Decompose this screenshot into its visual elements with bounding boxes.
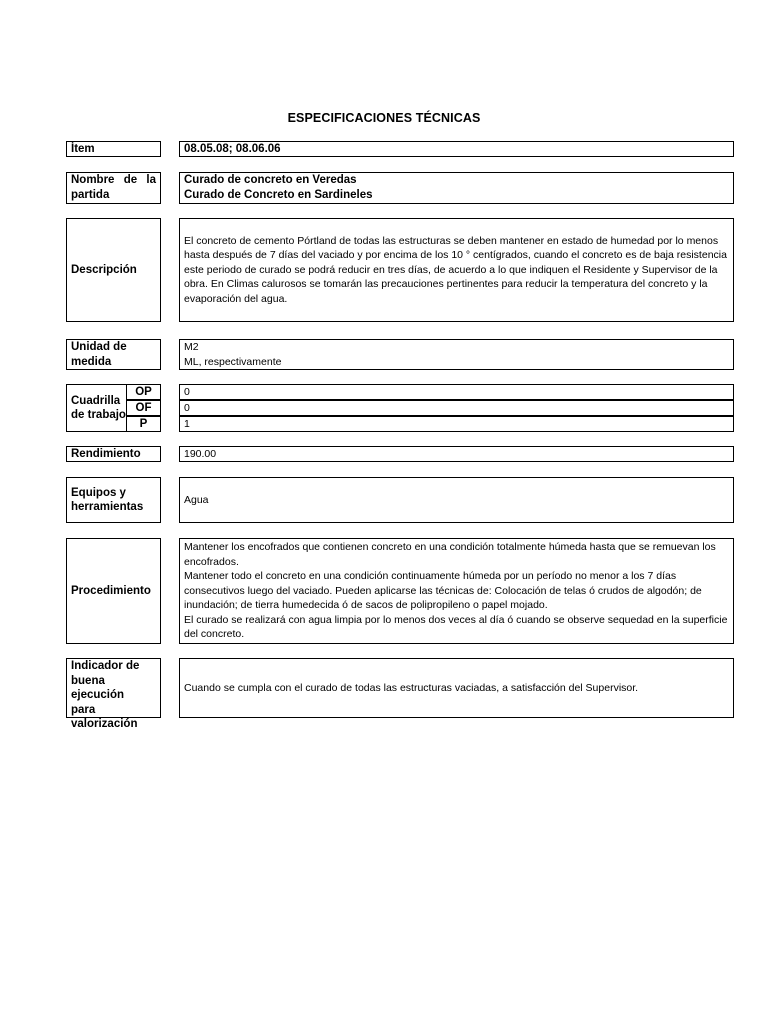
procedimiento-paragraph-3: El curado se realizará con agua limpia por lo menos dos veces al día ó cuando se observe sequedad en la superficie del concreto. — [184, 613, 728, 641]
indicador-label-line2: buena ejecución — [71, 674, 125, 701]
procedimiento-paragraph-2: Mantener todo el concreto en una condición continuamente húmeda por un período no menor a los 7 días consecutivos luego del vaciado. Pueden aplicarse las técnicas de: Colocación de telas ó crudos de algodón; de inundación; de tierra humedecida ó de sacos de polipropileno o papel mojado. — [184, 570, 702, 612]
crew-value-p: 1 — [179, 416, 734, 432]
equipos-label-line2: herramientas — [71, 501, 144, 513]
procedimiento-paragraph-1: Mantener los encofrados que contienen concreto en una condición totalmente húmeda hasta que se remuevan los encofrados. — [184, 541, 716, 568]
descripcion-text: El concreto de cemento Pórtland de todas las estructuras se deben mantener en estado de humedad por lo menos hasta después de 7 días del vaciado y por encima de los 10 ° centígrados, cuando el concreto es de baja resistencia este periodo de curado se podrá reducir en tres días, de acuerdo a lo que indiquen el Residente y Supervisor de la obra. En Climas calurosos se tomarán las precauciones pertinentes para reducir la temperatura del concreto y la evaporación del agua. — [184, 234, 727, 305]
indicador-label-line1: Indicador de — [71, 660, 140, 672]
rendimiento-label: Rendimiento — [66, 446, 161, 462]
unidad-value-line1: M2 — [184, 341, 199, 353]
nombre-label — [66, 172, 161, 204]
descripcion-value — [179, 218, 734, 322]
indicador-label-line4: valorización — [71, 718, 138, 730]
crew-value-of: 0 — [179, 400, 734, 416]
crew-code-of: OF — [126, 400, 161, 416]
cuadrilla-label-line1: Cuadrilla — [71, 394, 121, 407]
nombre-value — [179, 172, 734, 204]
cuadrilla-label-line2: de trabajo — [71, 409, 126, 421]
unidad-value — [179, 339, 734, 370]
procedimiento-value — [179, 538, 734, 644]
item-value: 08.05.08; 08.06.06 — [179, 141, 734, 157]
nombre-value-line1: Curado de concreto en Veredas — [184, 174, 357, 186]
nombre-value-line2: Curado de Concreto en Sardineles — [184, 188, 373, 201]
cuadrilla-label — [66, 384, 126, 432]
indicador-label — [66, 658, 161, 730]
unidad-value-line2: ML, respectivamente — [184, 355, 282, 368]
crew-value-op: 0 — [179, 384, 734, 400]
crew-code-op: OP — [126, 384, 161, 400]
descripcion-label: Descripción — [66, 218, 161, 322]
indicador-label-line3: para — [71, 703, 96, 716]
unidad-label-line1: Unidad de — [71, 341, 127, 353]
equipos-value: Agua — [179, 477, 734, 523]
item-label: Ítem — [66, 141, 161, 157]
indicador-value: Cuando se cumpla con el curado de todas las estructuras vaciadas, a satisfacción del Supervisor. — [179, 658, 734, 718]
equipos-label — [66, 477, 161, 523]
equipos-label-line1: Equipos y — [71, 486, 126, 499]
crew-code-p: P — [126, 416, 161, 432]
unidad-label-line2: medida — [71, 355, 112, 368]
rendimiento-value: 190.00 — [179, 446, 734, 462]
procedimiento-label: Procedimiento — [66, 538, 161, 644]
nombre-label-line1: Nombre de la — [71, 174, 156, 186]
document-title: ESPECIFICACIONES TÉCNICAS — [287, 111, 481, 125]
nombre-label-line2: partida — [71, 188, 110, 201]
unidad-label — [66, 339, 161, 370]
